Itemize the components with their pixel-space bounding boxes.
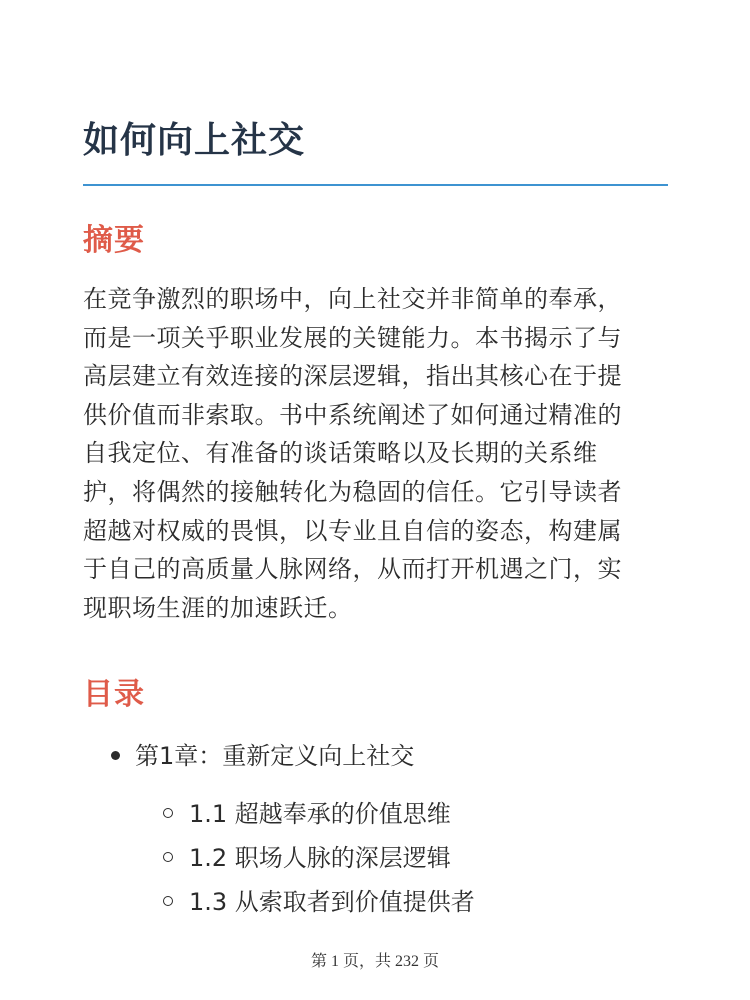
page-number-footer: 第 1 页，共 232 页 (310, 953, 439, 970)
toc-heading: 目录 (83, 677, 145, 712)
toc-section-1-1[interactable] (83, 792, 668, 836)
hollow-bullet-icon (163, 896, 173, 906)
toc-section-1-2[interactable] (83, 836, 668, 880)
toc-chapter-label: 第1章：重新定义向上社交 (135, 742, 415, 770)
summary-line: 护，将偶然的接触转化为稳固的信任。它引导读者 (83, 477, 622, 506)
filled-bullet-icon (111, 751, 120, 760)
hollow-bullet-icon (163, 852, 173, 862)
summary-paragraph (83, 280, 668, 627)
title-divider (83, 184, 668, 186)
document-page (83, 0, 668, 1000)
table-of-contents (83, 734, 668, 924)
toc-section-label: 1.2 职场人脉的深层逻辑 (189, 844, 451, 872)
summary-line: 高层建立有效连接的深层逻辑，指出其核心在于提 (83, 362, 622, 391)
summary-line: 于自己的高质量人脉网络，从而打开机遇之门，实 (83, 555, 622, 584)
toc-chapter-item (83, 734, 668, 924)
toc-section-label: 1.1 超越奉承的价值思维 (189, 800, 451, 828)
summary-line: 自我定位、有准备的谈话策略以及长期的关系维 (83, 439, 598, 468)
document-title: 如何向上社交 (83, 120, 306, 161)
summary-line: 供价值而非索取。书中系统阐述了如何通过精准的 (83, 400, 622, 429)
toc-section-label: 1.3 从索取者到价值提供者 (189, 888, 475, 916)
toc-section-1-3[interactable] (83, 880, 668, 924)
toc-section-list (83, 792, 668, 924)
summary-line: 超越对权威的畏惧，以专业且自信的姿态，构建属 (83, 516, 622, 545)
hollow-bullet-icon (163, 808, 173, 818)
summary-heading: 摘要 (83, 223, 145, 258)
summary-line: 在竞争激烈的职场中，向上社交并非简单的奉承， (83, 285, 622, 313)
toc-chapter-1[interactable] (83, 734, 668, 778)
summary-line: 而是一项关乎职业发展的关键能力。本书揭示了与 (83, 323, 622, 352)
summary-line: 现职场生涯的加速跃迁。 (83, 593, 353, 622)
